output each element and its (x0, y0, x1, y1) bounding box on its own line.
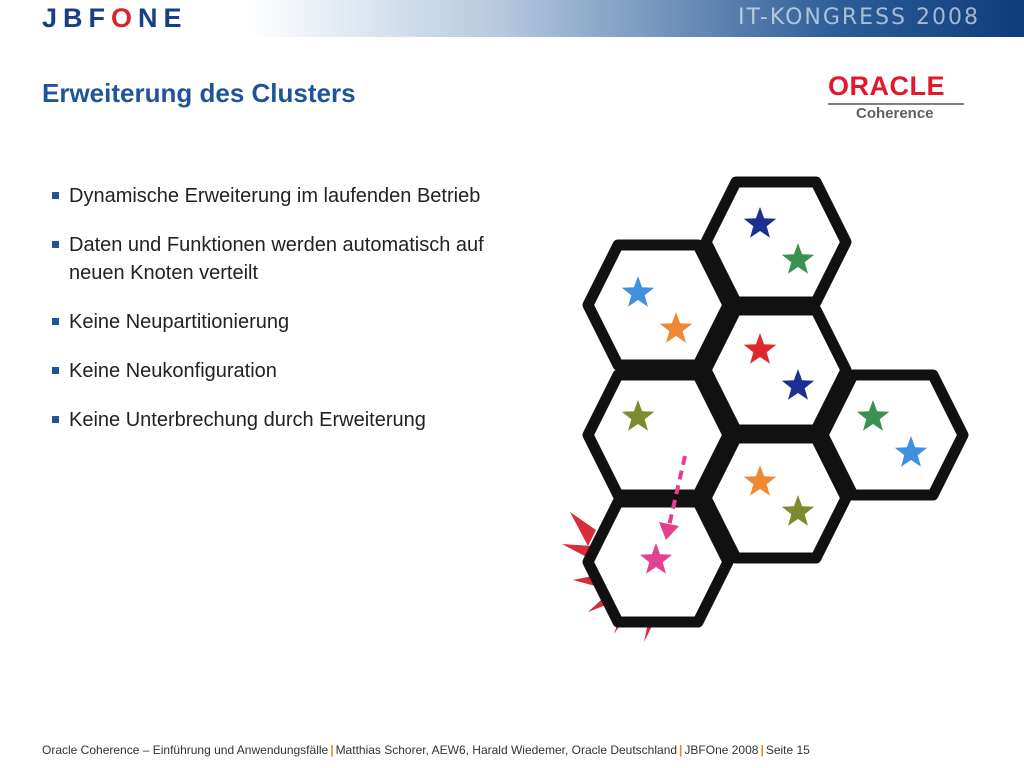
bullet-text: Dynamische Erweiterung im laufenden Betrieb (69, 185, 481, 207)
logo-part-2: O (111, 3, 139, 33)
footer-text-3: JBFOne 2008 (684, 743, 759, 757)
bullet-square-icon (52, 241, 59, 248)
hexagon-node-center (706, 310, 846, 430)
oracle-logo-word: ORACLE (828, 71, 945, 101)
bullet-square-icon (52, 318, 59, 325)
logo-part-3: NE (138, 3, 188, 33)
bullet-item (50, 406, 490, 434)
logo-part-1: JBF (42, 3, 112, 33)
footer-text-1: Oracle Coherence – Einführung und Anwendungsfälle (42, 743, 329, 757)
hexagon-node-lower-center (706, 438, 846, 558)
bullet-square-icon (52, 192, 59, 199)
jbfone-logo (42, 5, 188, 31)
hexagon-node-right (823, 375, 963, 495)
bullet-item (50, 308, 490, 336)
oracle-logo-sub: Coherence (856, 105, 934, 122)
oracle-coherence-logo (826, 70, 970, 126)
hexagon-node-top (706, 182, 846, 302)
bullet-text: Daten und Funktionen werden automatisch auf neuen Knoten verteilt (69, 234, 484, 284)
hexagon-node-upper-left (588, 245, 728, 365)
bullet-square-icon (52, 367, 59, 374)
bullet-text: Keine Neukonfiguration (69, 360, 277, 382)
footer (42, 743, 810, 757)
bullet-item (50, 357, 490, 385)
bullet-item (50, 182, 490, 210)
burst-spike (570, 512, 596, 546)
footer-text-4: Seite 15 (765, 743, 810, 757)
bullet-square-icon (52, 416, 59, 423)
bullet-text: Keine Unterbrechung durch Erweiterung (69, 409, 426, 431)
bullet-text: Keine Neupartitionierung (69, 311, 290, 333)
bullet-list (50, 182, 490, 455)
footer-separator: | (679, 743, 683, 757)
cluster-diagram (540, 160, 990, 670)
footer-separator: | (330, 743, 334, 757)
footer-text-2: Matthias Schorer, AEW6, Harald Wiedemer, Oracle Deutschland (335, 743, 678, 757)
footer-separator: | (760, 743, 764, 757)
event-title: IT-KONGRESS 2008 (738, 5, 980, 30)
hexagon-node-left (588, 375, 728, 495)
bullet-item (50, 231, 490, 287)
slide-title: Erweiterung des Clusters (42, 78, 356, 108)
